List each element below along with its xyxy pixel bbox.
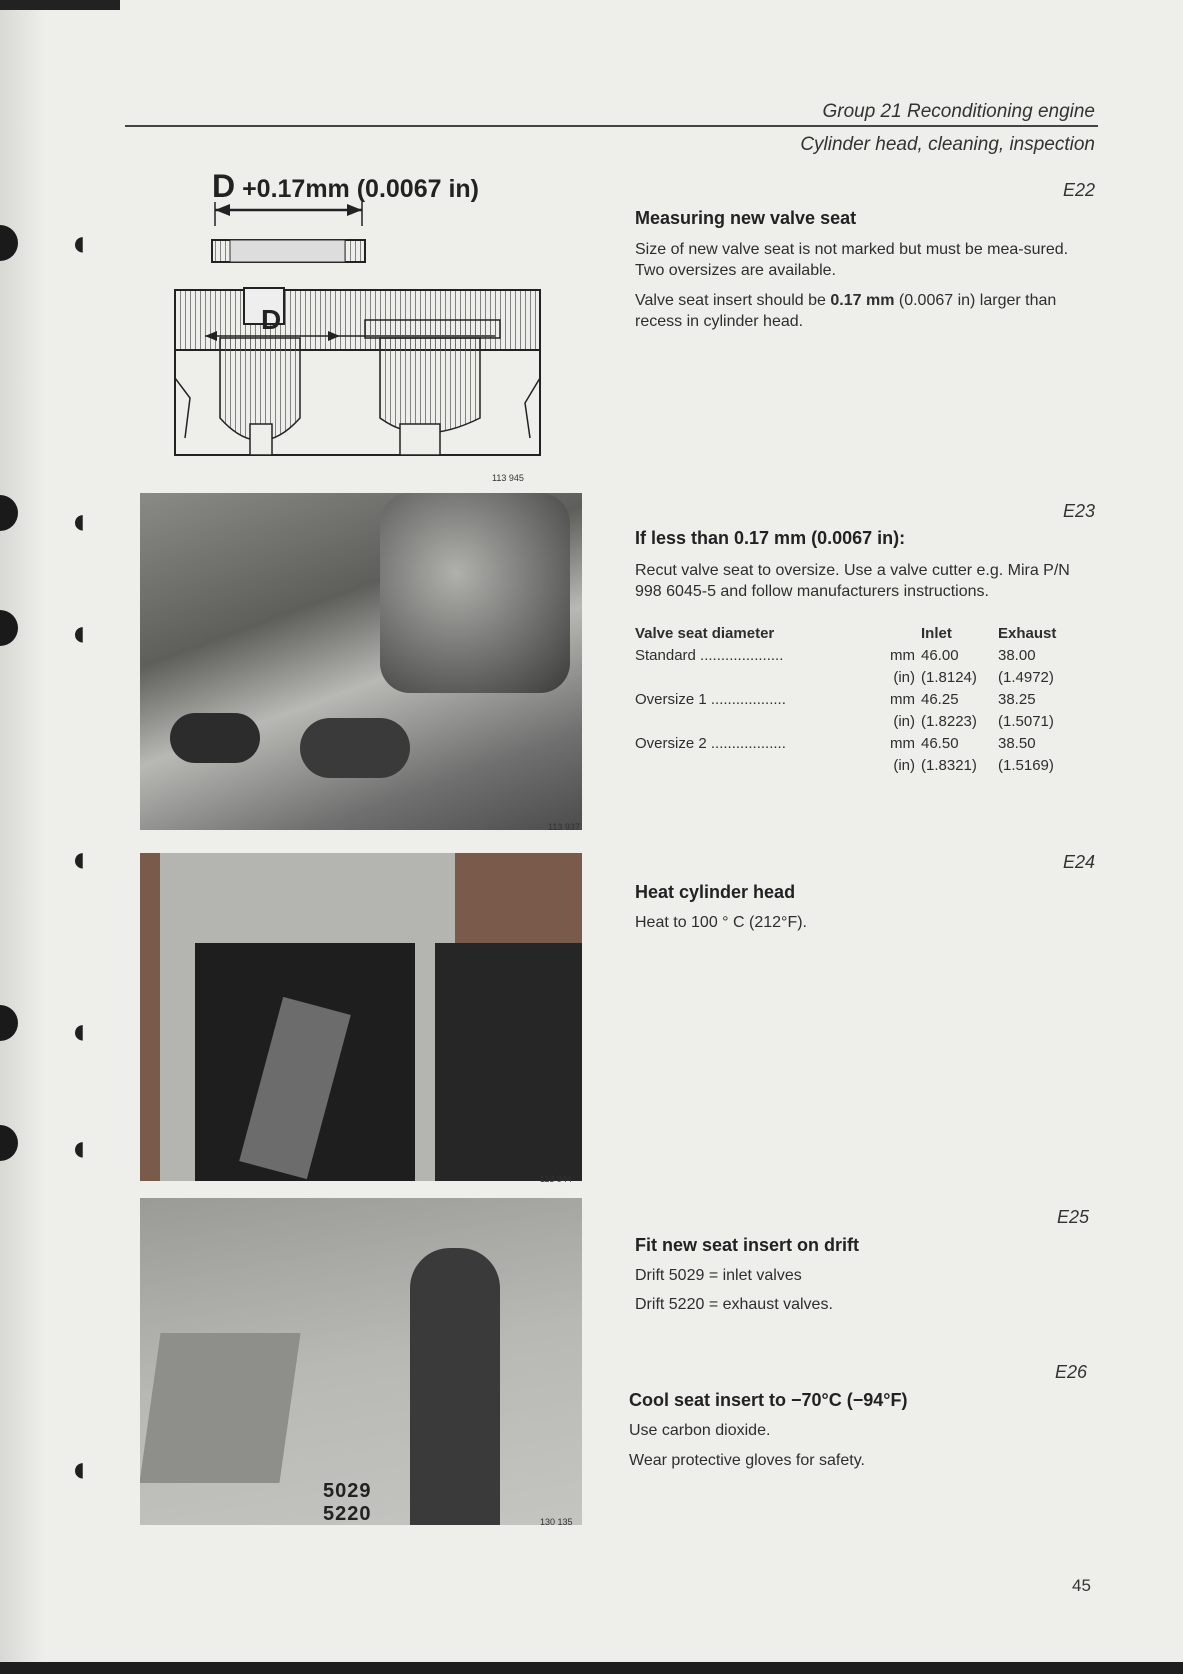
text-run: Valve seat insert should be bbox=[635, 292, 831, 309]
table-row bbox=[635, 732, 1068, 754]
diagram-label-d: D bbox=[261, 304, 282, 335]
table-cell: Standard .................... bbox=[635, 646, 784, 664]
punch-mark: ◖ bbox=[68, 1011, 90, 1051]
figure-number: E22 bbox=[1063, 180, 1096, 200]
section-heading: Heat cylinder head bbox=[635, 882, 796, 902]
drift-label-5029: 5029 bbox=[323, 1480, 372, 1502]
figure-number: E23 bbox=[1063, 501, 1096, 521]
dimension-prefix: D bbox=[212, 168, 236, 204]
table-cell: (1.5169) bbox=[998, 756, 1054, 774]
punch-mark: ◖ bbox=[68, 613, 90, 653]
table-header: Inlet bbox=[921, 624, 952, 642]
table-cell: (1.5071) bbox=[998, 712, 1054, 730]
figure-number: E26 bbox=[1055, 1362, 1088, 1382]
table-cell: (in) bbox=[893, 756, 915, 774]
table-cell bbox=[635, 754, 875, 776]
co2-bottle bbox=[410, 1248, 500, 1525]
valve-port bbox=[300, 718, 410, 778]
photo-id: 130 135 bbox=[540, 1517, 573, 1527]
section-text: Wear protective gloves for safety. bbox=[629, 1452, 865, 1469]
section-heading: Cool seat insert to −70°C (−94°F) bbox=[629, 1390, 908, 1410]
punch-mark: ◖ bbox=[68, 839, 90, 879]
valve-seat-table bbox=[635, 622, 1068, 776]
table-header: Exhaust bbox=[998, 624, 1057, 642]
section-text: Drift 5220 = exhaust valves. bbox=[635, 1296, 833, 1313]
section-text: Recut valve seat to oversize. Use a valve cutter e.g. Mira P/N 998 6045-5 and follow manufacturers instructions. bbox=[635, 562, 1070, 600]
table-cell: 46.50 bbox=[921, 734, 959, 752]
section-text: Heat to 100 ° C (212°F). bbox=[635, 914, 807, 931]
page-corner-shadow bbox=[0, 0, 120, 10]
header-rule bbox=[125, 125, 1098, 127]
valve-port bbox=[170, 713, 260, 763]
text-run: (0.0067 in) larger than recess in cylinder head. bbox=[635, 292, 1057, 330]
header-title: Group 21 Reconditioning engine bbox=[822, 101, 1095, 122]
section-text bbox=[635, 290, 1097, 332]
parts-tray bbox=[140, 1333, 301, 1483]
section-text: Size of new valve seat is not marked but must be mea-sured. Two oversizes are available. bbox=[635, 241, 1069, 279]
dimension-value: +0.17mm (0.0067 in) bbox=[242, 175, 480, 203]
table-header-row bbox=[635, 622, 1068, 644]
cutter-tool bbox=[380, 493, 570, 693]
table-cell: (in) bbox=[893, 712, 915, 730]
punch-mark: ◖ bbox=[68, 1128, 90, 1168]
punch-mark: ◖ bbox=[68, 501, 90, 541]
table-cell: mm bbox=[890, 734, 915, 752]
section-heading: Measuring new valve seat bbox=[635, 208, 857, 228]
punch-mark: ◖ bbox=[68, 1449, 90, 1489]
table-cell: Oversize 2 .................. bbox=[635, 734, 786, 752]
table-cell bbox=[635, 710, 875, 732]
table-header: Valve seat diameter bbox=[635, 624, 775, 642]
photo-id: 113 937 bbox=[548, 822, 580, 832]
table-row bbox=[635, 644, 1068, 666]
figure-number: E24 bbox=[1063, 852, 1096, 872]
drift-label-5220: 5220 bbox=[323, 1503, 372, 1525]
table-cell: (1.8321) bbox=[921, 756, 977, 774]
table-row bbox=[635, 710, 1068, 732]
table-header bbox=[875, 622, 921, 644]
co2-extinguisher-photo bbox=[140, 1198, 582, 1525]
section-heading: Fit new seat insert on drift bbox=[635, 1235, 860, 1255]
valve-seat-cutter-photo bbox=[140, 493, 582, 830]
text-bold: 0.17 mm bbox=[830, 292, 895, 309]
figure-id: 113 945 bbox=[492, 473, 524, 483]
table-cell: (1.4972) bbox=[998, 668, 1054, 686]
table-cell: 46.00 bbox=[921, 646, 959, 664]
table-cell: 46.25 bbox=[921, 690, 959, 708]
table-cell: 38.50 bbox=[998, 734, 1036, 752]
table-cell: Oversize 1 .................. bbox=[635, 690, 786, 708]
section-heading: If less than 0.17 mm (0.0067 in): bbox=[635, 528, 906, 548]
table-row bbox=[635, 754, 1068, 776]
punch-mark: ◖ bbox=[68, 223, 90, 263]
section-text: Use carbon dioxide. bbox=[629, 1422, 771, 1439]
table-row bbox=[635, 688, 1068, 710]
table-cell bbox=[635, 666, 875, 688]
figure-number: E25 bbox=[1057, 1207, 1090, 1227]
page-number: 45 bbox=[1072, 1576, 1091, 1595]
section-text: Drift 5029 = inlet valves bbox=[635, 1267, 802, 1284]
table-row bbox=[635, 666, 1068, 688]
table-cell: mm bbox=[890, 690, 915, 708]
table-cell: (in) bbox=[893, 668, 915, 686]
scan-bottom-edge bbox=[0, 1662, 1183, 1674]
table-cell: 38.25 bbox=[998, 690, 1036, 708]
valve-seat-diagram bbox=[150, 198, 590, 490]
header-subtitle: Cylinder head, cleaning, inspection bbox=[800, 134, 1095, 155]
table-cell: mm bbox=[890, 646, 915, 664]
table-cell: 38.00 bbox=[998, 646, 1036, 664]
heating-oven-photo bbox=[140, 853, 582, 1181]
table-cell: (1.8223) bbox=[921, 712, 977, 730]
table-cell: (1.8124) bbox=[921, 668, 977, 686]
oven-door bbox=[435, 943, 582, 1181]
photo-id: 113 944 bbox=[540, 1174, 572, 1184]
